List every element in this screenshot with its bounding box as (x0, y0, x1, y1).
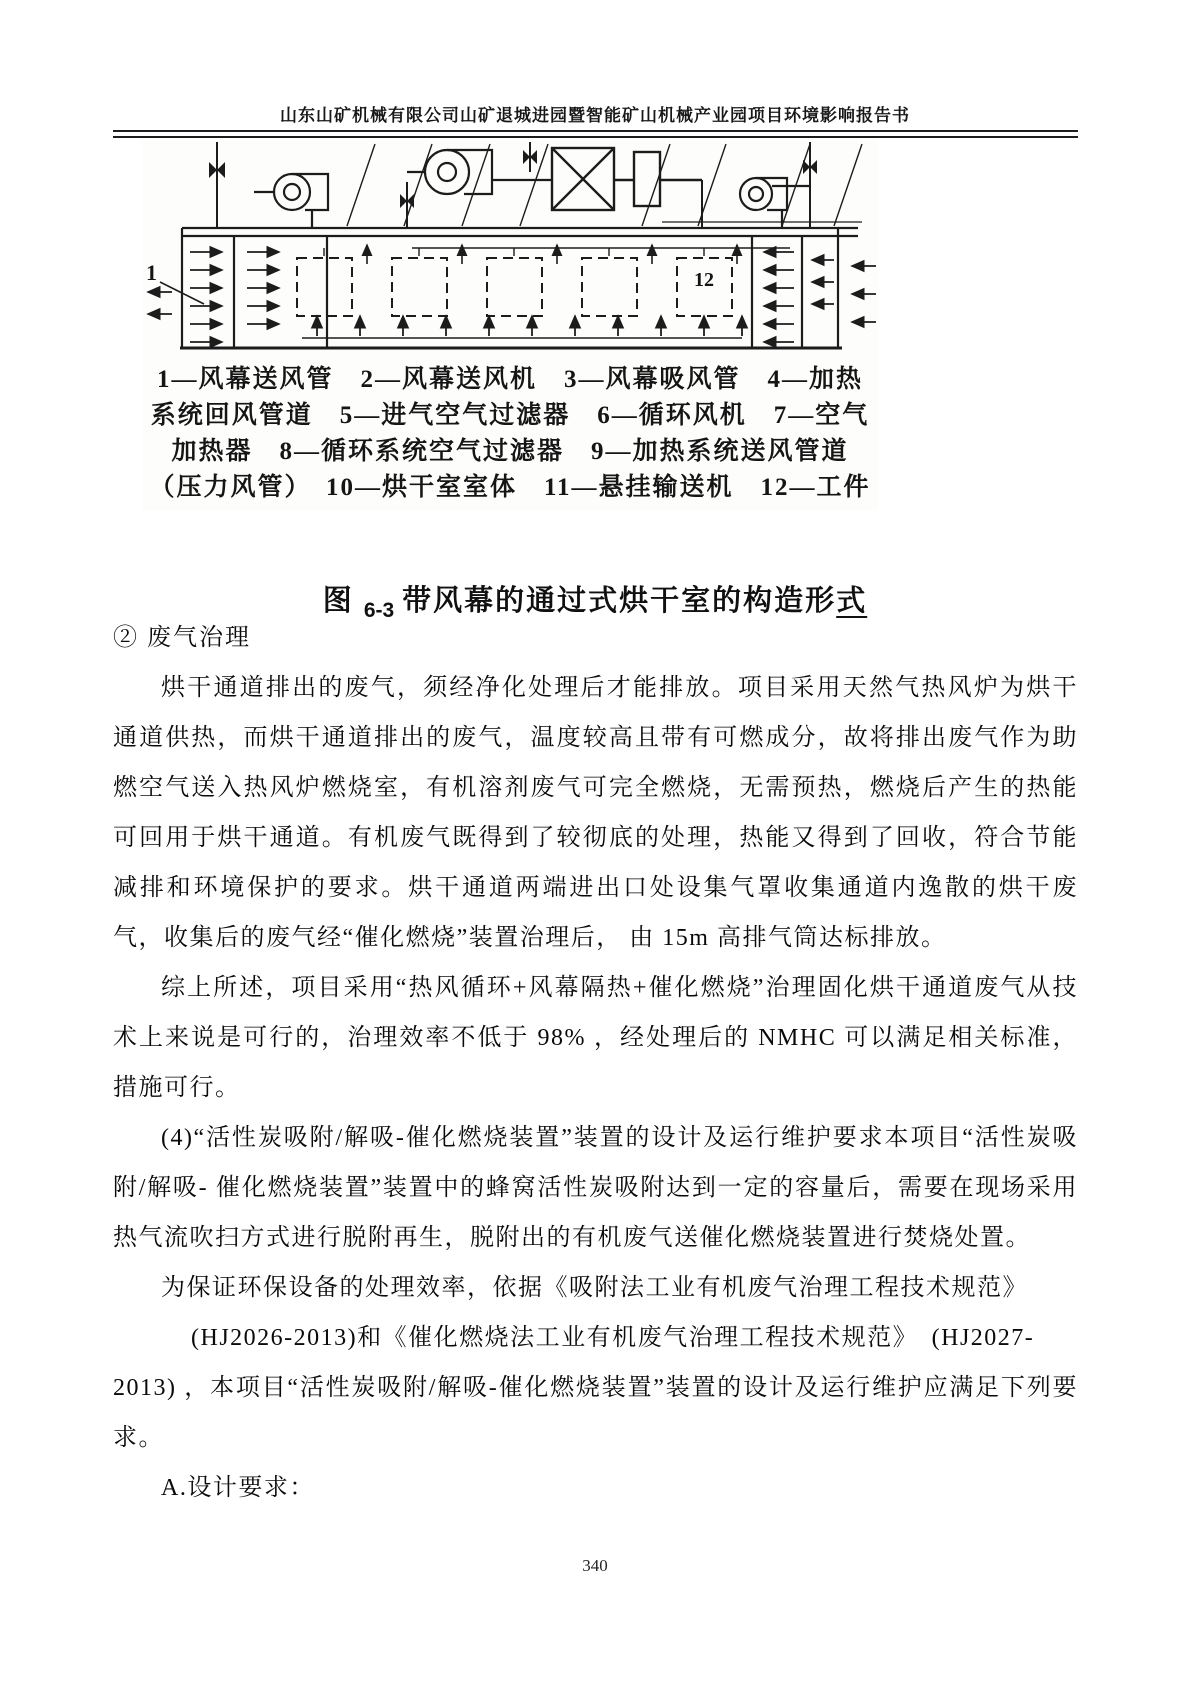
caption-number: 6-3 (363, 599, 395, 622)
page-header-title: 山东山矿机械有限公司山矿退城进园暨智能矿山机械产业园项目环境影响报告书 (280, 106, 910, 125)
legend-line-3: 加热器 8—循环系统空气过滤器 9—加热系统送风管道 (171, 438, 849, 465)
caption-title: 带风幕的通过式烘干室的构造形 (402, 585, 837, 617)
valves-and-piping (209, 142, 817, 228)
drying-room-diagram-svg (142, 142, 878, 356)
paragraph-waste-gas-treatment: 烘干通道排出的废气，须经净化处理后才能排放。项目采用天然气热风炉为烘干通道供热，而烘干通道排出的废气，温度较高且带有可燃成分，故将排出废气作为助燃空气送入热风炉燃烧室，有机溶剂废气可完全燃烧，无需预热，燃烧后产生的热能可回用于烘干通道。有机废气既得到了较彻底的处理，热能又得到了回收，符合节能减排和环境保护的要求。烘干通道两端进出口处设集气罩收集通道内逸散的烘干废气，收集后的废气经“催化燃烧”装置治理后， 由 15m 高排气筒达标排放。 (113, 675, 1078, 951)
diagram-labels (146, 260, 714, 291)
paragraph-design-requirements: A.设计要求： (161, 1475, 315, 1501)
paragraph-standards-refs: (HJ2026-2013)和《催化燃烧法工业有机废气治理工程技术规范》 (HJ2027- (191, 1325, 1035, 1351)
paragraph-conclusion: 综上所述，项目采用“热风循环+风幕隔热+催化燃烧”治理固化烘干通道废气从技术上来说是可行的，治理效率不低于 98% ，经处理后的 NMHC 可以满足相关标准，措施可行。 (113, 975, 1078, 1101)
right-curtain-arrows (764, 252, 876, 342)
workpiece-boxes (297, 258, 732, 316)
legend-line-2: 系统回风管道 5—进气空气过滤器 6—循环风机 7—空气 (150, 402, 870, 429)
air-curtain-fan-left (254, 174, 328, 228)
legend-line-4: （压力风管） 10—烘干室室体 11—悬挂输送机 12—工件 (149, 474, 871, 501)
figure-6-3 (142, 140, 878, 510)
figure-legend (142, 362, 878, 506)
chamber-body (180, 228, 858, 348)
legend-line-1: 1—风幕送风管 2—风幕送风机 3—风幕吸风管 4—加热 (156, 366, 863, 393)
caption-prefix: 图 (322, 585, 354, 617)
paragraph-requirements: 2013) ，本项目“活性炭吸附/解吸-催化燃烧装置”装置的设计及运行维护应满足下列要求。 (113, 1375, 1078, 1451)
air-filter-icon (634, 152, 702, 206)
paragraph-standards-intro: 为保证环保设备的处理效率，依据《吸附法工业有机废气治理工程技术规范》 (161, 1275, 1028, 1301)
caption-title-underlined: 式 (836, 585, 868, 617)
body-text (113, 613, 1078, 1513)
header-rule (113, 130, 1078, 138)
air-heater-icon (552, 148, 634, 210)
page-number: 340 (582, 1556, 608, 1575)
left-curtain-arrows (148, 252, 279, 342)
diagram-label-1: 1 (146, 260, 157, 285)
bottom-airflow-arrows (317, 316, 742, 336)
hanger-lines (324, 248, 704, 260)
diagram-label-12: 12 (694, 269, 714, 291)
paragraph-activated-carbon: (4)“活性炭吸附/解吸-催化燃烧装置”装置的设计及运行维护要求本项目“活性炭吸附/解吸- 催化燃烧装置”装置中的蜂窝活性炭吸附达到一定的容量后，需要在现场采用热气流吹扫方式进行脱附再生，脱附出的有机废气送催化燃烧装置进行焚烧处置。 (113, 1125, 1078, 1251)
air-curtain-fan-right (740, 178, 810, 228)
drying-room-diagram (142, 142, 878, 356)
section-heading: ② 废气治理 (113, 625, 251, 651)
